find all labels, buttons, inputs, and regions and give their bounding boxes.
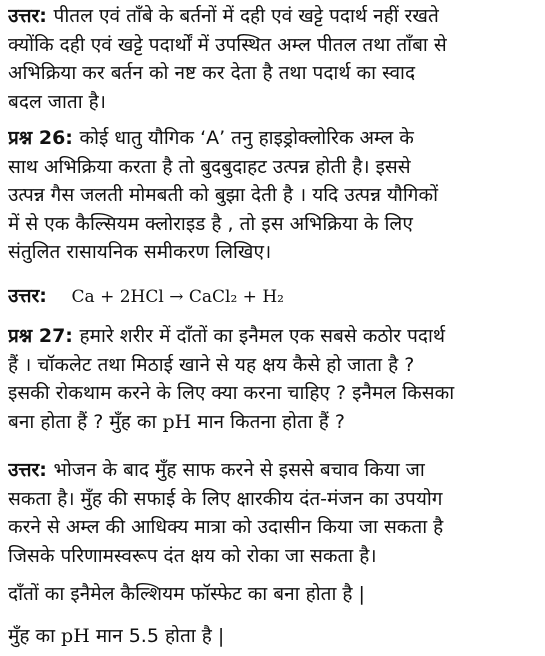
question-26-line-2: साथ अभिक्रिया करता है तो बुदबुदाहट उत्पन्न होती है। इससे — [8, 155, 411, 178]
ph-statement — [8, 622, 540, 651]
question-27-text-1: हमारे शरीर में दाँतों का इनैमल एक सबसे कठोर पदार्थ — [79, 325, 446, 347]
answer-1-line-2: क्योंकि दही एवं खट्टे पदार्थों में उपस्थित अम्ल पीतल तथा ताँबा से — [8, 33, 447, 56]
question-26-line-5: संतुलित रासायनिक समीकरण लिखिए। — [8, 241, 272, 263]
answer-paragraph-1 — [8, 2, 540, 116]
ph-statement-b: मान 5.5 होता है | — [89, 625, 225, 647]
question-26-line-4: में से एक कैल्सियम क्लोराइड है , तो इस अभिक्रिया के लिए — [8, 212, 413, 235]
answer-27 — [8, 456, 540, 570]
answer-1-text-1: पीतल एवं ताँबे के बर्तनों में दही एवं खट्टे पदार्थ नहीं रखते — [53, 5, 439, 27]
ph-statement-a: मुँह का — [8, 625, 62, 647]
answer-1-line-4: बदल जाता है। — [8, 90, 106, 113]
ph-statement-line — [8, 622, 540, 651]
enamel-statement-line: दाँतों का इनैमेल कैल्शियम फॉस्फेट का बना होता है | — [8, 583, 365, 605]
answer-27-line-4: जिसके परिणामस्वरूप दंत क्षय को रोका जा सकता है। — [8, 544, 377, 567]
answer-26 — [8, 282, 540, 312]
answer-27-text-1: भोजन के बाद मुँह साफ करने से इससे बचाव किया जा — [53, 459, 425, 481]
question-27-line-1 — [8, 322, 540, 351]
question-26 — [8, 124, 540, 267]
question-27-line-3: इसकी रोकथाम करने के लिए क्या करना चाहिए ? इनैमल किसका — [8, 382, 455, 404]
answer-27-line-1 — [8, 456, 540, 485]
question-27-text-4b: मान कितना होता हैं ? — [191, 410, 345, 433]
question-26-line-1 — [8, 124, 540, 153]
answer-27-line-3: करने से अम्ल की आधिक्य मात्रा को उदासीन किया जा सकता है — [8, 516, 444, 538]
question-27-label: प्रश्न 27: — [8, 325, 80, 347]
enamel-statement — [8, 580, 540, 609]
question-26-line-3: उत्पन्न गैस जलती मोमबती को बुझा देती है । यदि उत्पन्न यौगिकों — [8, 184, 439, 206]
chemical-equation: Ca + 2HCl → CaCl₂ + H₂ — [71, 287, 284, 307]
answer-1-line-1 — [8, 2, 540, 31]
question-27-line-2: हैं । चॉकलेट तथा मिठाई खाने से यह क्षय कैसे हो जाता है ? — [8, 353, 415, 376]
answer-label: उत्तर: — [8, 5, 54, 27]
question-27-text-4a: बना होता हैं ? मुँह का — [8, 410, 163, 433]
answer-26-line — [8, 282, 540, 312]
question-27 — [8, 322, 540, 436]
answer-27-label: उत्तर: — [8, 459, 54, 481]
ph-term: pH — [162, 410, 192, 433]
question-26-text-1: कोई धातु यौगिक ‘A’ तनु हाइड्रोक्लोरिक अम्ल के — [79, 127, 414, 149]
answer-27-line-2: सकता है। मुँह की सफाई के लिए क्षारकीय दंत-मंजन का उपयोग — [8, 487, 443, 510]
ph-statement-ph: pH — [61, 625, 90, 647]
question-26-label: प्रश्न 26: — [8, 127, 80, 149]
answer-1-line-3: अभिक्रिया कर बर्तन को नष्ट कर देता है तथा पदार्थ का स्वाद — [8, 62, 416, 84]
question-27-line-4 — [8, 408, 540, 437]
answer-26-label: उत्तर: — [8, 285, 54, 307]
